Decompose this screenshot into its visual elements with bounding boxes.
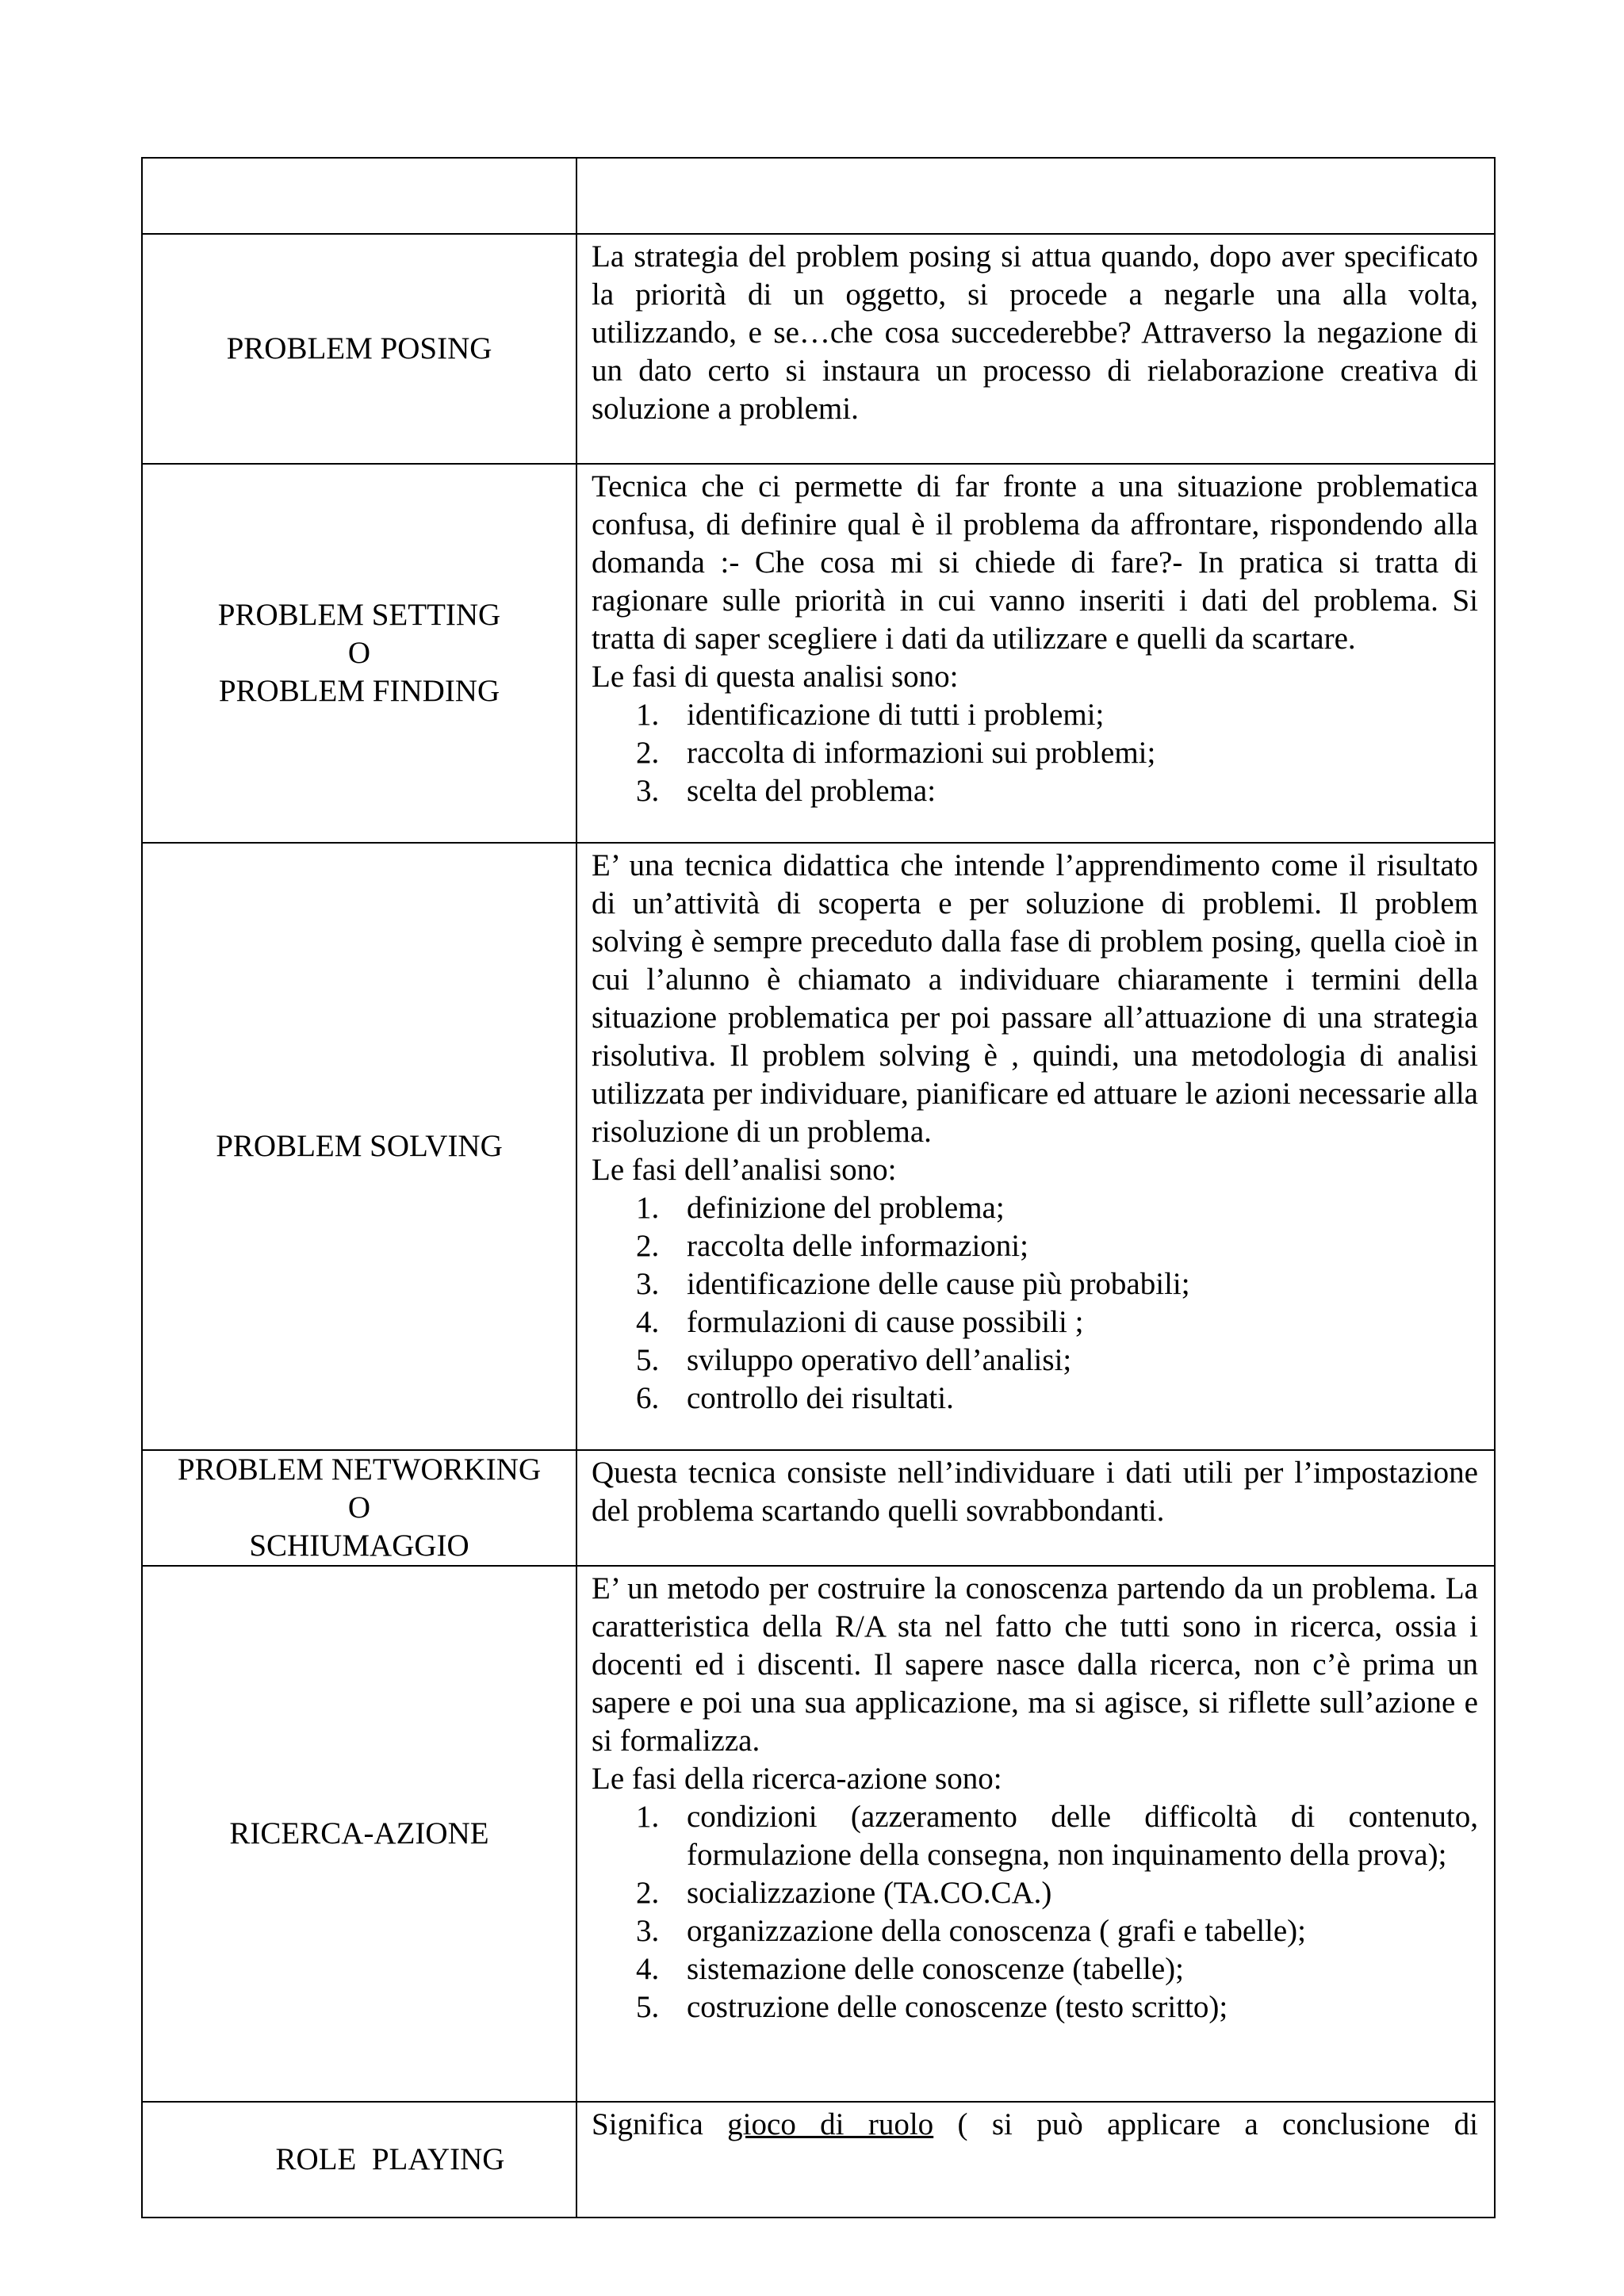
definition-text: La strategia del problem posing si attua quando, dopo aver specificato la priorità di un oggetto, si procede a negarle una alla volta, utilizzando, e se…che cosa succederebbe? Attraverso la negazione di un dato certo si instaura un processo di rielaborazione creativa di soluzione a problemi. [592,239,1478,426]
list-item [592,1227,1478,1265]
definition-text: E’ una tecnica didattica che intende l’apprendimento come il risultato di un’attività di scoperta e per soluzione di problemi. Il problem solving è sempre preceduto dalla fase di problem posing, quella cioè in cui l’alunno è chiamato a individuare chiaramente i termini della situazione problematica per poi passare all’attuazione di una strategia risolutiva. Il problem solving è , quindi, una metodologia di analisi utilizzata per individuare, pianificare ed attuare le azioni necessarie alla risoluzione di un problema. [592,848,1478,1149]
term-label-alt: SCHIUMAGGIO [249,1529,469,1563]
list-item [592,1380,1478,1418]
list-number: 2. [636,1876,660,1910]
list-text: costruzione delle conoscenze (testo scritto); [687,1990,1228,2024]
definition-text: Questa tecnica consiste nell’individuare i dati utili per l’impostazione del problema scartando quelli sovrabbondanti. [592,1456,1478,1528]
list-item [592,1189,1478,1227]
table-row-problem-solving [142,843,1495,1450]
steps-list [592,1798,1478,2026]
list-number: 3. [636,1914,660,1948]
term-label: PROBLEM POSING [226,331,492,365]
steps-intro: Le fasi di questa analisi sono: [592,660,959,694]
term-connector: O [347,1490,371,1525]
term-cell [142,1566,576,2102]
definition-cell [576,1566,1495,2102]
glossary-table [141,157,1496,2218]
list-text: identificazione delle cause più probabili; [687,1267,1190,1301]
definition-text: E’ un metodo per costruire la conoscenza partendo da un problema. La caratteristica della R/A sta nel fatto che tutti sono in ricerca, ossia i docenti ed i discenti. Il sapere nasce dalla ricerca, non c’è prima un sapere e poi una sua applicazione, ma si agisce, si riflette sull’azione e si formalizza. [592,1571,1478,1758]
list-text: sistemazione delle conoscenze (tabelle); [687,1952,1184,1986]
list-number: 3. [636,1267,660,1301]
table-row-problem-networking [142,1450,1495,1566]
table-row-role-playing [142,2102,1495,2218]
steps-intro: Le fasi dell’analisi sono: [592,1153,897,1187]
term-cell [142,843,576,1450]
list-number: 4. [636,1305,660,1339]
list-number: 4. [636,1952,660,1986]
list-item [592,1798,1478,1874]
definition-text [592,2106,1478,2144]
list-text: raccolta delle informazioni; [687,1229,1028,1263]
term-cell [142,2102,576,2218]
list-number: 5. [636,1990,660,2024]
list-number: 3. [636,774,660,808]
list-text: identificazione di tutti i problemi; [687,698,1105,732]
list-item [592,734,1478,772]
list-number: 2. [636,736,660,770]
term-cell [142,464,576,843]
list-number: 1. [636,1191,660,1225]
list-text: raccolta di informazioni sui problemi; [687,736,1156,770]
list-text: condizioni (azzeramento delle difficoltà di contenuto, formulazione della consegna, non inquinamento della prova); [687,1800,1478,1872]
term-cell [142,158,576,234]
definition-cell [576,843,1495,1450]
list-text: controllo dei risultati. [687,1381,954,1415]
term-label: PROBLEM SETTING [217,598,501,632]
steps-list [592,1189,1478,1418]
list-item [592,1303,1478,1341]
list-item [592,1912,1478,1950]
table-row-empty [142,158,1495,234]
term-label-alt: PROBLEM FINDING [218,674,500,708]
definition-cell [576,2102,1495,2218]
term-cell [142,1450,576,1566]
list-number: 2. [636,1229,660,1263]
term-label: PROBLEM NETWORKING [177,1452,542,1487]
definition-cell [576,234,1495,464]
term-cell [142,234,576,464]
list-item [592,696,1478,734]
list-number: 5. [636,1343,660,1377]
term-label: PROBLEM SOLVING [216,1129,503,1163]
list-number: 6. [636,1381,660,1415]
list-item [592,1341,1478,1380]
table-row-problem-setting [142,464,1495,843]
definition-prefix: Significa [592,2107,728,2141]
list-text: organizzazione della conoscenza ( grafi e tabelle); [687,1914,1307,1948]
term-label: RICERCA-AZIONE [229,1816,489,1850]
steps-intro: Le fasi della ricerca-azione sono: [592,1762,1002,1796]
term-connector: O [347,636,371,670]
list-text: definizione del problema; [687,1191,1005,1225]
list-text: socializzazione (TA.CO.CA.) [687,1876,1052,1910]
list-text: scelta del problema: [687,774,936,808]
list-number: 1. [636,698,660,732]
list-text: formulazioni di cause possibili ; [687,1305,1084,1339]
list-item [592,1874,1478,1912]
list-item [592,1950,1478,1988]
table-row-ricerca-azione [142,1566,1495,2102]
list-item [592,772,1478,810]
term-label: ROLE PLAYING [275,2142,505,2176]
table-row-problem-posing [142,234,1495,464]
definition-cell [576,1450,1495,1566]
definition-underlined-term: gioco di ruolo [727,2107,934,2141]
steps-list [592,696,1478,810]
list-item [592,1988,1478,2026]
definition-suffix: ( si può applicare a conclusione di [933,2107,1478,2141]
definition-text: Tecnica che ci permette di far fronte a una situazione problematica confusa, di definire qual è il problema da affrontare, rispondendo alla domanda :- Che cosa mi si chiede di fare?- In pratica si tratta di ragionare sulle priorità in cui vanno inseriti i dati del problema. Si tratta di saper scegliere i dati da utilizzare e quelli da scartare. [592,469,1478,656]
definition-cell [576,464,1495,843]
list-number: 1. [636,1800,660,1834]
list-item [592,1265,1478,1303]
definition-cell [576,158,1495,234]
list-text: sviluppo operativo dell’analisi; [687,1343,1072,1377]
